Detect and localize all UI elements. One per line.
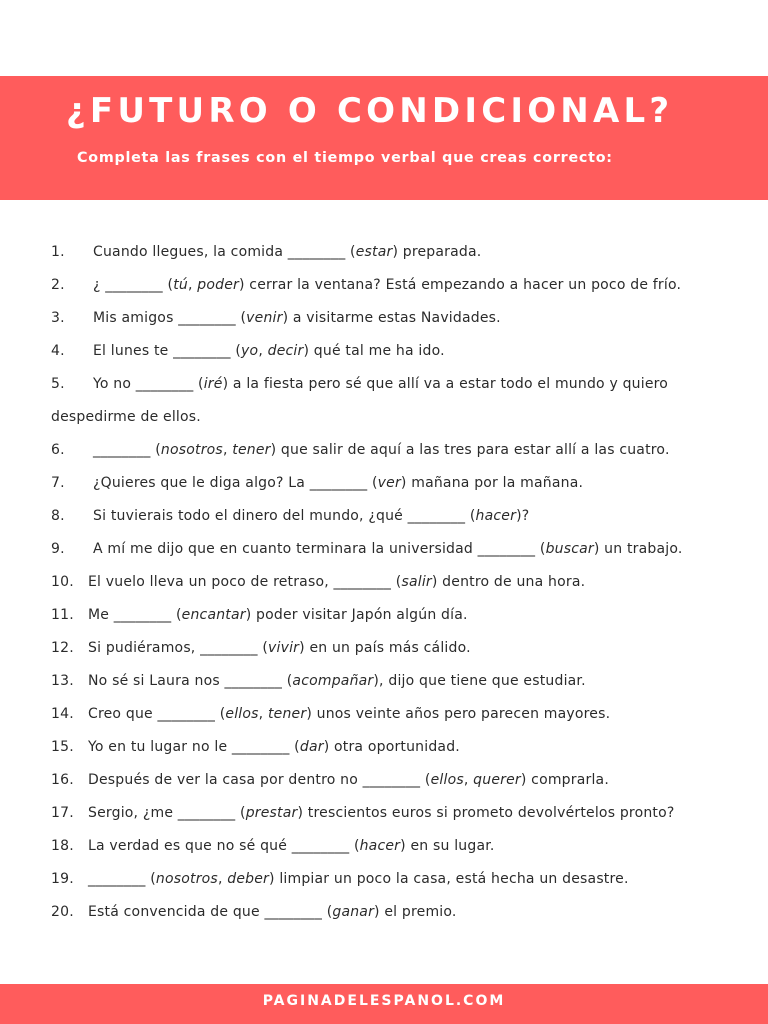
exercise-sentence [88,599,468,632]
sentence-fragment: El vuelo lleva un poco de retraso, ________ ( [88,574,402,590]
exercise-number: 8. [51,508,65,524]
sentence-fragment: ¿ ________ ( [93,277,174,293]
exercise-number: 19. [51,871,74,887]
sentence-fragment: La verdad es que no sé qué ________ ( [88,838,360,854]
verb-hint: dar [299,739,324,755]
verb-hint: querer [473,772,521,788]
sentence-fragment: ) qué tal me ha ido. [303,343,445,359]
exercise-sentence [88,764,609,797]
exercise-number: 17. [51,805,74,821]
sentence-fragment: , [463,772,474,788]
sentence-fragment: ) en un país más cálido. [299,640,471,656]
sentence-fragment: ________ ( [93,442,161,458]
exercise-number: 18. [51,838,74,854]
exercise-number: 1. [51,244,65,260]
exercise-number: 2. [51,277,65,293]
exercise-sentence [93,368,743,401]
exercise-sentence [88,632,471,665]
verb-hint: encantar [181,607,246,623]
exercise-list [0,236,768,929]
sentence-fragment: ) cerrar la ventana? Está empezando a hacer un poco de frío. [239,277,682,293]
exercise-sentence [93,434,670,467]
sentence-fragment: Cuando llegues, la comida ________ ( [93,244,356,260]
exercise-item [0,797,768,830]
exercise-number: 11. [51,607,74,623]
verb-hint: deber [227,871,270,887]
exercise-item [0,434,768,467]
exercise-sentence [93,269,681,302]
sentence-fragment: El lunes te ________ ( [93,343,242,359]
exercise-sentence [93,500,529,533]
verb-hint: ver [377,475,401,491]
exercise-sentence [93,302,501,335]
footer-website: PAGINADELESPANOL.COM [262,993,506,1009]
exercise-item [0,764,768,797]
exercise-sentence [93,533,683,566]
exercise-item [0,236,768,269]
exercise-item [0,368,768,434]
verb-hint: salir [401,574,432,590]
sentence-fragment: , [258,706,268,722]
sentence-fragment: Yo en tu lugar no le ________ ( [88,739,300,755]
verb-hint: tener [232,442,271,458]
exercise-item [0,632,768,665]
sentence-fragment: Creo que ________ ( [88,706,226,722]
sentence-fragment: ) preparada. [392,244,482,260]
exercise-item [0,533,768,566]
exercise-number: 6. [51,442,65,458]
exercise-item [0,566,768,599]
verb-hint: yo [241,343,259,359]
verb-hint: nosotros [155,871,218,887]
sentence-fragment: , [217,871,228,887]
verb-hint: prestar [245,805,298,821]
sentence-fragment: A mí me dijo que en cuanto terminara la universidad ________ ( [93,541,546,557]
exercise-item [0,863,768,896]
verb-hint: decir [267,343,304,359]
sentence-fragment: )? [516,508,530,524]
verb-hint: estar [355,244,393,260]
exercise-number: 16. [51,772,74,788]
sentence-fragment: Me ________ ( [88,607,182,623]
verb-hint: ellos [430,772,464,788]
verb-hint: poder [197,277,239,293]
exercise-item [0,731,768,764]
verb-hint: iré [203,376,223,392]
exercise-item [0,302,768,335]
exercise-number: 10. [51,574,74,590]
sentence-fragment: No sé si Laura nos ________ ( [88,673,293,689]
verb-hint: hacer [475,508,517,524]
exercise-sentence [88,731,460,764]
exercise-number: 20. [51,904,74,920]
sentence-fragment: ) que salir de aquí a las tres para estar allí a las cuatro. [270,442,670,458]
exercise-sentence [88,665,586,698]
exercise-number: 4. [51,343,65,359]
sentence-fragment: ) dentro de una hora. [431,574,586,590]
exercise-item [0,500,768,533]
verb-hint: acompañar [292,673,374,689]
exercise-item [0,896,768,929]
sentence-fragment: ) a visitarme estas Navidades. [282,310,501,326]
sentence-fragment: , [258,343,268,359]
exercise-item [0,830,768,863]
exercise-sentence [88,797,675,830]
exercise-continuation: despedirme de ellos. [51,409,201,425]
exercise-number: 5. [51,376,65,392]
sentence-fragment: ) limpiar un poco la casa, está hecha un desastre. [269,871,629,887]
instructions: Completa las frases con el tiempo verbal que creas correcto: [77,150,613,166]
verb-hint: tú [173,277,188,293]
sentence-fragment: ) comprarla. [520,772,609,788]
sentence-fragment: ) poder visitar Japón algún día. [245,607,468,623]
sentence-fragment: Si tuvierais todo el dinero del mundo, ¿qué ________ ( [93,508,476,524]
sentence-fragment: ¿Quieres que le diga algo? La ________ ( [93,475,378,491]
exercise-sentence [88,896,457,929]
exercise-item [0,698,768,731]
sentence-fragment: ) a la fiesta pero sé que allí va a estar todo el mundo y quiero [222,376,669,392]
verb-hint: buscar [545,541,594,557]
sentence-fragment: ) unos veinte años pero parecen mayores. [306,706,611,722]
sentence-fragment: Si pudiéramos, ________ ( [88,640,269,656]
exercise-sentence [88,566,585,599]
page-title: ¿FUTURO O CONDICIONAL? [66,91,674,131]
verb-hint: venir [246,310,283,326]
exercise-sentence [88,863,629,896]
sentence-fragment: ) el premio. [374,904,457,920]
verb-hint: nosotros [160,442,223,458]
sentence-fragment: ________ ( [88,871,156,887]
exercise-sentence [88,830,495,863]
exercise-sentence [93,236,481,269]
exercise-number: 12. [51,640,74,656]
verb-hint: vivir [268,640,300,656]
exercise-number: 3. [51,310,65,326]
exercise-number: 13. [51,673,74,689]
exercise-sentence [93,335,445,368]
sentence-fragment: Mis amigos ________ ( [93,310,247,326]
sentence-fragment: ), dijo que tiene que estudiar. [373,673,586,689]
exercise-item [0,665,768,698]
footer-banner [0,984,768,1024]
sentence-fragment: Después de ver la casa por dentro no ________ ( [88,772,431,788]
exercise-number: 14. [51,706,74,722]
sentence-fragment: ) en su lugar. [400,838,495,854]
exercise-item [0,335,768,368]
verb-hint: hacer [359,838,401,854]
exercise-sentence [88,698,610,731]
sentence-fragment: ) un trabajo. [593,541,683,557]
exercise-item [0,599,768,632]
exercise-item [0,269,768,302]
exercise-number: 9. [51,541,65,557]
sentence-fragment: , [187,277,198,293]
exercise-number: 15. [51,739,74,755]
sentence-fragment: Sergio, ¿me ________ ( [88,805,246,821]
sentence-fragment: ) mañana por la mañana. [400,475,584,491]
sentence-fragment: , [222,442,233,458]
exercise-number: 7. [51,475,65,491]
verb-hint: ellos [225,706,259,722]
sentence-fragment: ) otra oportunidad. [323,739,460,755]
verb-hint: tener [267,706,307,722]
sentence-fragment: Está convencida de que ________ ( [88,904,333,920]
verb-hint: ganar [332,904,375,920]
sentence-fragment: Yo no ________ ( [93,376,204,392]
exercise-item [0,467,768,500]
exercise-sentence [93,467,583,500]
sentence-fragment: ) trescientos euros si prometo devolvértelos pronto? [297,805,675,821]
